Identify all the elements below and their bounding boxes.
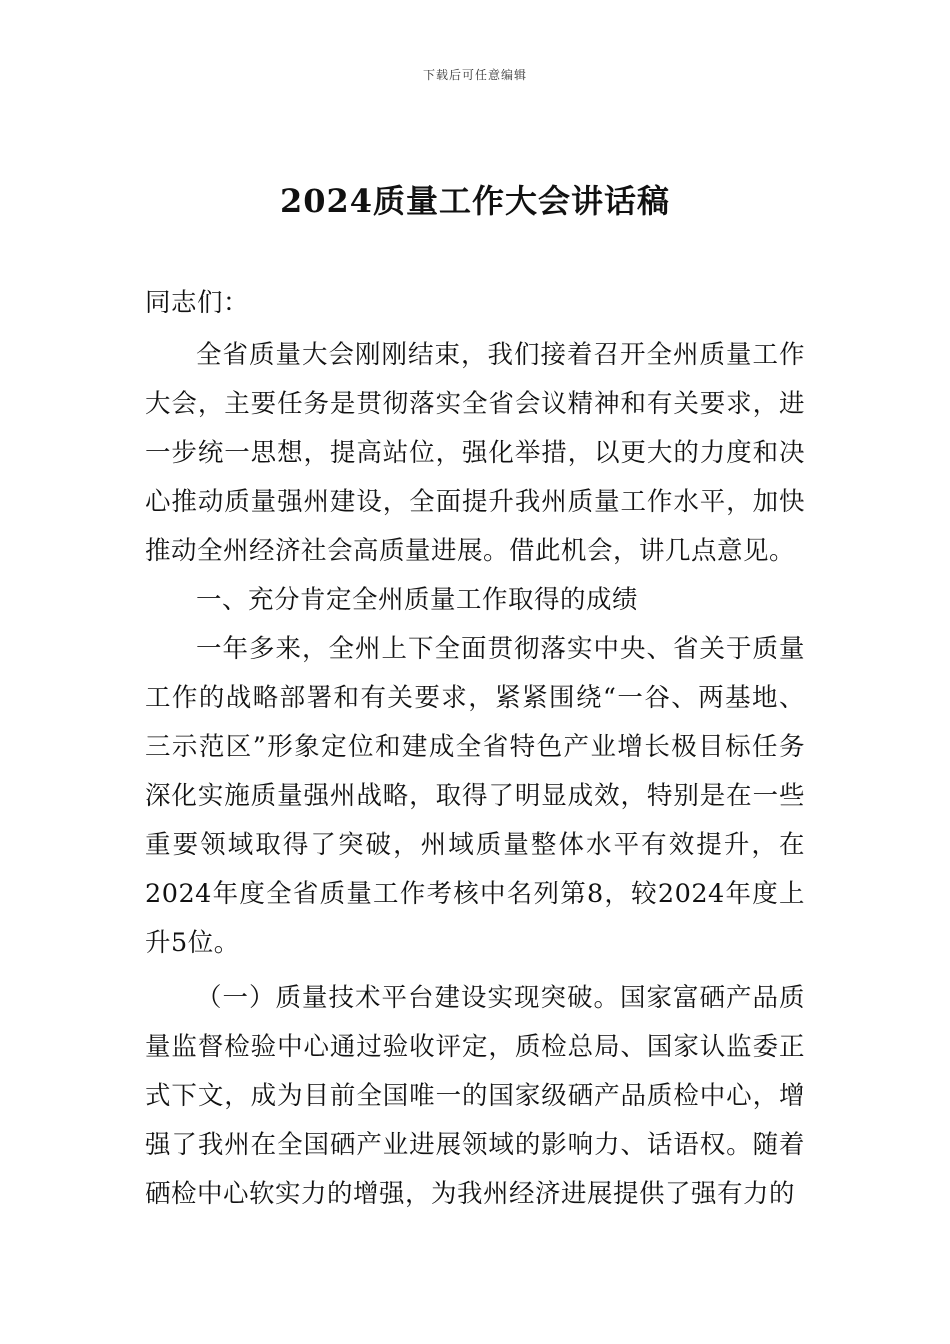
paragraph-intro: 全省质量大会刚刚结束，我们接着召开全州质量工作大会，主要任务是贯彻落实全省会议精神和有关要求，进一步统一思想，提高站位，强化举措，以更大的力度和决心推动质量强州建设，全面提升我州质量工作水平，加快推动全州经济社会高质量进展。借此机会，讲几点意见。 — [145, 340, 805, 566]
paragraph-platform: （一）质量技术平台建设实现突破。国家富硒产品质量监督检验中心通过验收评定，质检总局、国家认监委正式下文，成为目前全国唯一的国家级硒产品质检中心，增强了我州在全国硒产业进展领域的影响力、话语权。随着硒检中心软实力的增强，为我州经济进展提供了强有力的 — [145, 983, 805, 1209]
paragraph-achievements: 一年多来，全州上下全面贯彻落实中央、省关于质量工作的战略部署和有关要求，紧紧围绕“一谷、两基地、三示范区”形象定位和建成全省特色产业增长极目标任务深化实施质量强州战略，取得了明显成效，特别是在一些重要领域取得了突破，州域质量整体水平有效提升，在2024年度全省质量工作考核中名列第8，较2024年度上升5位。 — [145, 634, 805, 958]
section-heading-1: 一、充分肯定全州质量工作取得的成绩 — [196, 585, 639, 615]
salutation: 同志们： — [145, 288, 250, 318]
document-title: 2024质量工作大会讲话稿 — [279, 182, 671, 220]
header-note: 下载后可任意编辑 — [422, 68, 527, 82]
document-body — [145, 279, 805, 1219]
